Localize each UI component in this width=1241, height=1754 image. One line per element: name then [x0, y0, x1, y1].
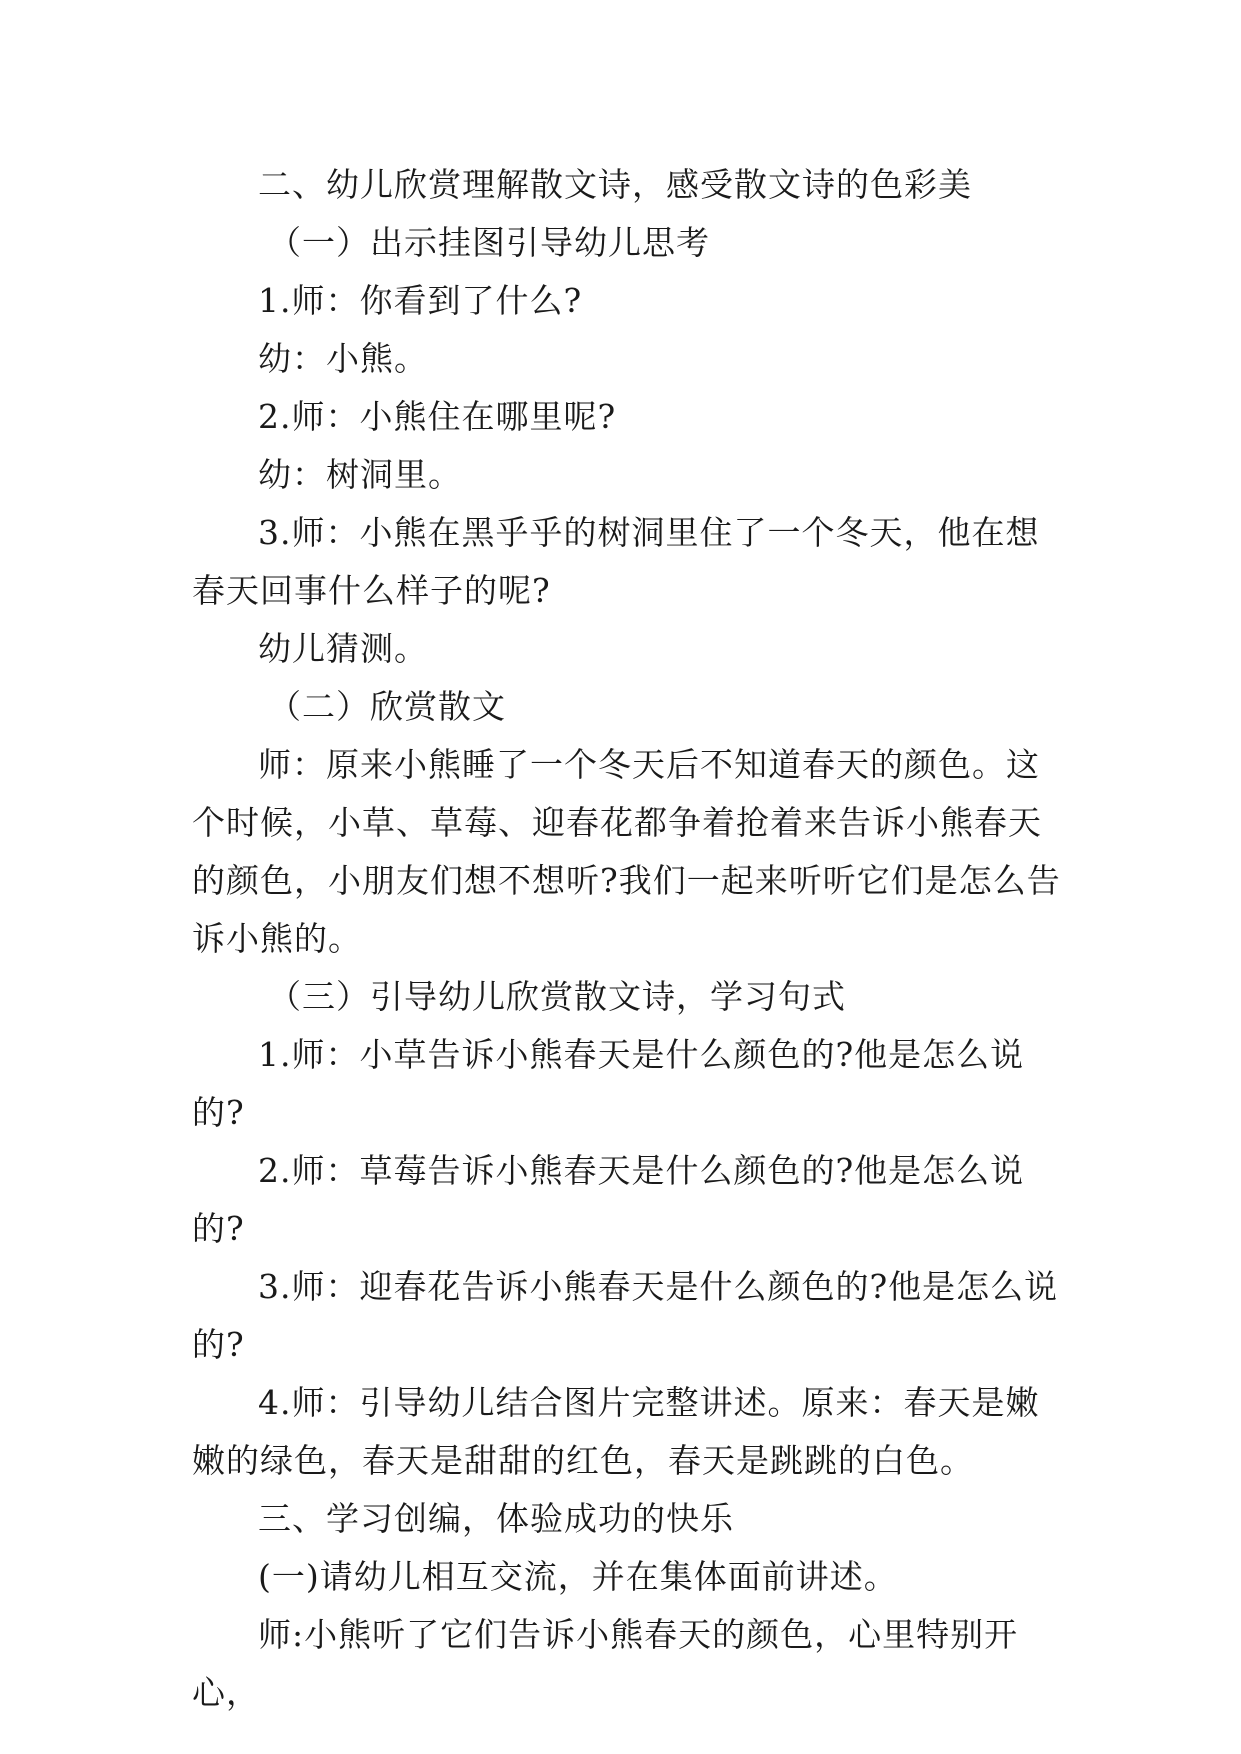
paragraph: 幼：树洞里。: [258, 455, 462, 494]
paragraph: 3.师：迎春花告诉小熊春天是什么颜色的?他是怎么说的?: [192, 1267, 1059, 1364]
subsection-heading-3: （三）引导幼儿欣赏散文诗，学习句式: [268, 977, 846, 1016]
paragraph: 2.师：小熊住在哪里呢?: [258, 397, 617, 436]
paragraph: 1.师：小草告诉小熊春天是什么颜色的?他是怎么说的?: [192, 1035, 1025, 1132]
paragraph: (一)请幼儿相互交流，并在集体面前讲述。: [258, 1557, 898, 1596]
paragraph: 幼：小熊。: [258, 339, 428, 378]
document-body: [192, 156, 1072, 1722]
paragraph: 师：原来小熊睡了一个冬天后不知道春天的颜色。这个时候，小草、草莓、迎春花都争着抢着来告诉小熊春天的颜色，小朋友们想不想听?我们一起来听听它们是怎么告诉小熊的。: [192, 745, 1061, 958]
section-heading-3: 三、学习创编，体验成功的快乐: [258, 1499, 734, 1538]
paragraph: 师:小熊听了它们告诉小熊春天的颜色，心里特别开心，: [192, 1615, 1019, 1712]
paragraph: 1.师：你看到了什么?: [258, 281, 583, 320]
subsection-heading-2: （二）欣赏散文: [268, 687, 506, 726]
section-heading-2: 二、幼儿欣赏理解散文诗，感受散文诗的色彩美: [258, 165, 972, 204]
paragraph: 4.师：引导幼儿结合图片完整讲述。原来：春天是嫩嫩的绿色，春天是甜甜的红色，春天是跳跳的白色。: [192, 1383, 1040, 1480]
paragraph: 2.师：草莓告诉小熊春天是什么颜色的?他是怎么说的?: [192, 1151, 1025, 1248]
subsection-heading-1: （一）出示挂图引导幼儿思考: [268, 223, 710, 262]
paragraph: 幼儿猜测。: [258, 629, 428, 668]
paragraph: 3.师：小熊在黑乎乎的树洞里住了一个冬天，他在想春天回事什么样子的呢?: [192, 513, 1040, 610]
